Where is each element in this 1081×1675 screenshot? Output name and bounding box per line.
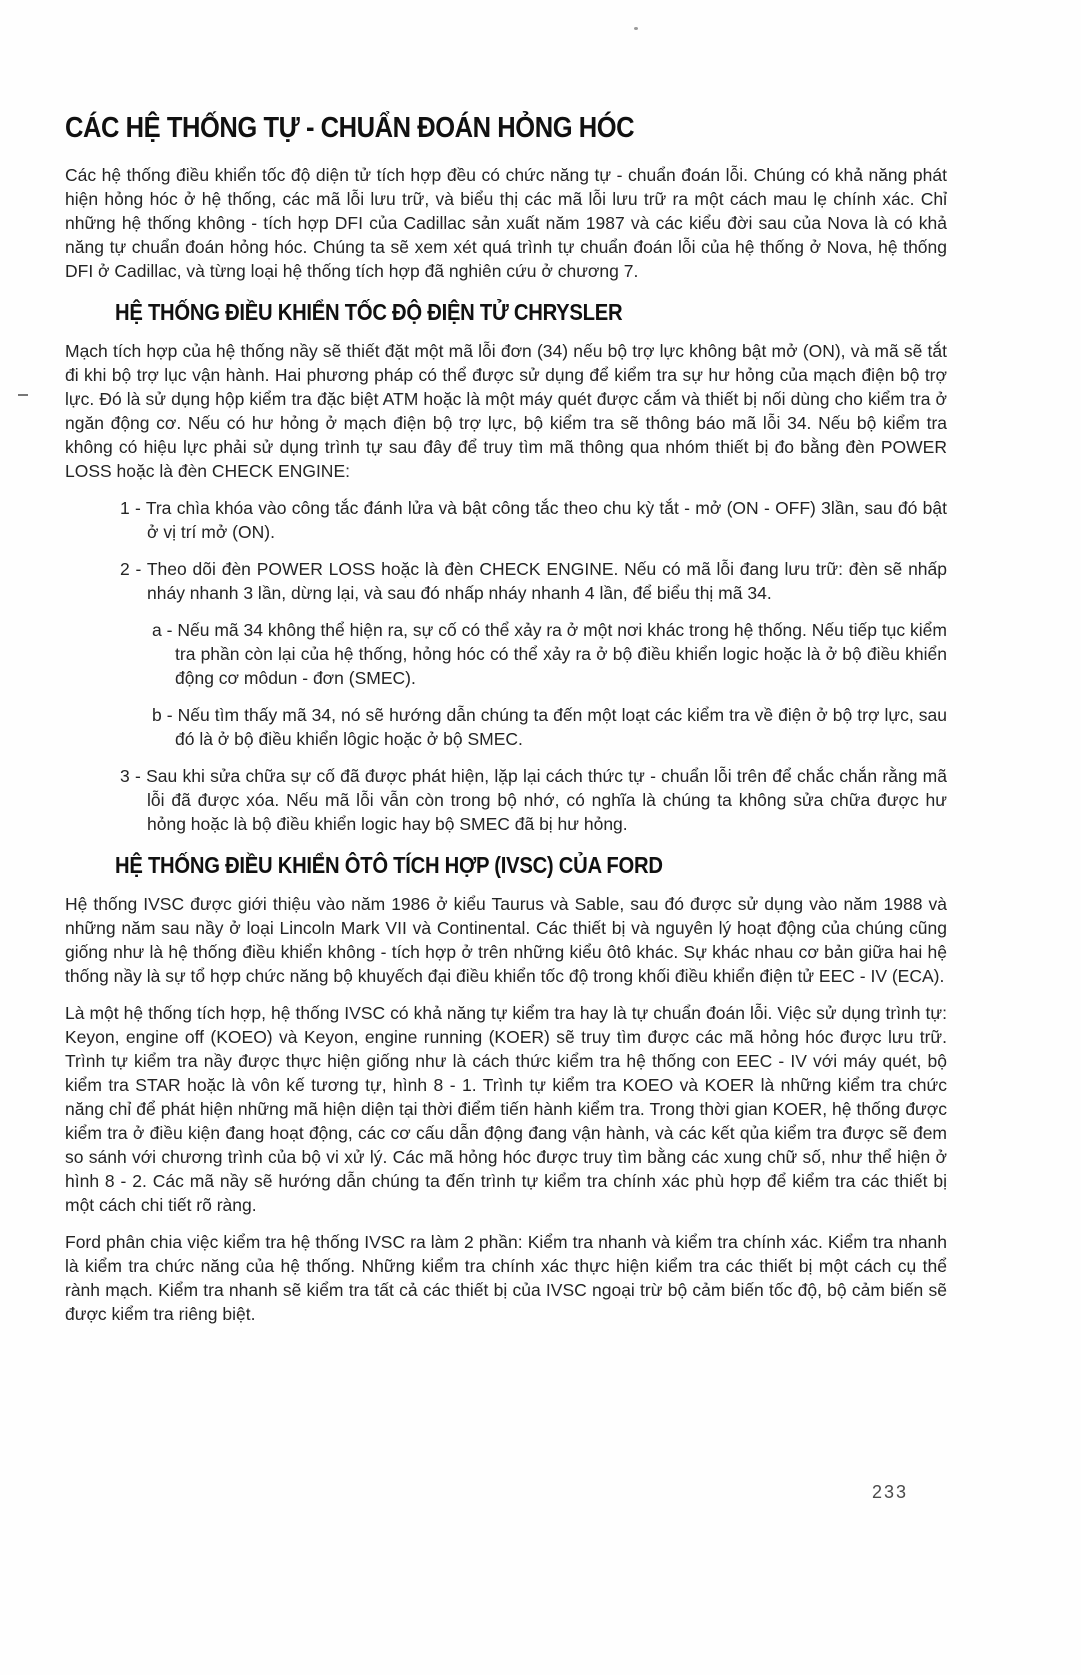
scan-margin-mark [18,394,28,396]
page-content [65,112,947,1339]
section-heading-chrysler [115,299,947,326]
list-item-2a: a - Nếu mã 34 không thể hiện ra, sự cố có thể xảy ra ở một nơi khác trong hệ thống. Nếu tiếp tục kiểm tra phần còn lại của hệ thống, hỏng hóc có thể xảy ra ở bộ điều khiển logic hoặc là ở bộ điều khiển động cơ môdun - đơn (SMEC). [152,620,947,688]
list-item-1: 1 - Tra chìa khóa vào công tắc đánh lửa và bật công tắc theo chu kỳ tắt - mở (ON - OFF) 3lần, sau đó bật ở vị trí mở (ON). [120,498,947,542]
page-title [65,112,947,145]
page-number: 233 [872,1482,909,1502]
scan-speck [634,27,638,30]
section-heading-chrysler-text: HỆ THỐNG ĐIỀU KHIỂN TỐC ĐỘ ĐIỆN TỬ CHRYSLER [115,299,623,325]
intro-paragraph: Các hệ thống điều khiển tốc độ diện tử tích hợp đều có chức năng tự - chuẩn đoán lỗi. Chúng có khả năng phát hiện hỏng hóc ở hệ thống, các mã lỗi lưu trữ, và biểu thị các mã lỗi lưu trữ ra một cách mau lẹ chính xác. Chỉ những hệ thống không - tích hợp DFI của Cadillac sản xuất năm 1987 và các kiểu đời sau của Nova là có khả năng tự chuẩn đoán hỏng hóc. Chúng ta sẽ xem xét quá trình tự chuẩn đoán lỗi của hệ thống ở Nova, hệ thống DFI ở Cadillac, và từng loại hệ thống tích hợp đã nghiên cứu ở chương 7. [65,165,947,281]
section-heading-ford [115,852,947,879]
ford-paragraph-1: Hệ thống IVSC được giới thiệu vào năm 1986 ở kiểu Taurus và Sable, sau đó được sử dụng vào năm 1988 và những năm sau nầy ở loại Lincoln Mark VII và Continental. Các thiết bị và nguyên lý hoạt động của chúng cũng giống như là hệ thống điều khiển không - tích hợp ở trên những kiểu ôtô khác. Sự khác nhau cơ bản giữa hai hệ thống nầy là sự tổ hợp chức năng bộ khuyếch đại điều khiển tốc độ trong khối điều khiển điện tử EEC - IV (ECA). [65,894,947,986]
section-heading-ford-text: HỆ THỐNG ĐIỀU KHIỂN ÔTÔ TÍCH HỢP (IVSC) CỦA FORD [115,852,663,878]
list-item-3: 3 - Sau khi sửa chữa sự cố đã được phát hiện, lặp lại cách thức tự - chuẩn lỗi trên để chắc chắn rằng mã lỗi đã được xóa. Nếu mã lỗi vẫn còn trong bộ nhớ, có nghĩa là chúng ta không sửa chữa được hư hỏng hoặc là bộ điều khiển logic hay bộ SMEC đã bị hư hỏng. [120,766,947,834]
chrysler-paragraph: Mạch tích hợp của hệ thống nầy sẽ thiết đặt một mã lỗi đơn (34) nếu bộ trợ lực không bật mở (ON), và mã sẽ tắt đi khi bộ trợ lục vận hành. Hai phương pháp có thể được sử dụng để kiểm tra sự hư hỏng của mạch điện bộ trợ lực. Đó là sử dụng hộp kiểm tra đặc biệt ATM hoặc là một máy quét được cắm và thiết bị nối dùng cho kiểm tra ở ngăn động cơ. Nếu có hư hỏng ở mạch điện bộ trợ lực, bộ kiểm tra sẽ thông báo mã lỗi 34. Nếu bộ kiểm tra không có hiệu lực phải sử dụng trình tự sau đây để truy tìm mã thông qua nhóm thiết bị đo bằng đèn POWER LOSS hoặc là đèn CHECK ENGINE: [65,341,947,481]
ford-paragraph-3: Ford phân chia việc kiểm tra hệ thống IVSC ra làm 2 phần: Kiểm tra nhanh và kiểm tra chính xác. Kiểm tra nhanh là kiểm tra chức năng của hệ thống. Những kiểm tra chính xác thực hiện kiểm tra các thiết bị một cách cụ thể rành mạch. Kiểm tra nhanh sẽ kiểm tra tất cả các thiết bị của IVSC ngoại trừ bộ cảm biến tốc độ, bộ cảm biến sẽ được kiểm tra riêng biệt. [65,1232,947,1324]
ford-paragraph-2: Là một hệ thống tích hợp, hệ thống IVSC có khả năng tự kiểm tra hay là tự chuẩn đoán lỗi. Việc sử dụng trình tự: Keyon, engine off (KOEO) và Keyon, engine running (KOER) sẽ truy tìm được các mã hỏng hóc được lưu trữ. Trình tự kiểm tra nầy được thực hiện giống như là cách thức kiểm tra hệ thống con EEC - IV với máy quét, bộ kiểm tra STAR hoặc là vôn kế tương tự, hình 8 - 1. Trình tự kiểm tra KOEO và KOER là những kiểm tra chức năng chỉ để phát hiện những mã hiện diện tại thời điểm tiến hành kiểm tra. Trong thời gian KOER, hệ thống được kiểm tra ở điều kiện đang hoạt động, các cơ cấu dẫn động đang vận hành, và các kết qủa kiểm tra được sẽ đem so sánh với chương trình của bộ vi xử lý. Các mã hỏng hóc được truy tìm bằng các xung chữ số, như thể hiện ở hình 8 - 2. Các mã nầy sẽ hướng dẫn chúng ta đến trình tự kiểm tra chính xác phù hợp để kiểm tra các thiết bị một cách chi tiết rõ ràng. [65,1003,947,1215]
list-item-2: 2 - Theo dõi đèn POWER LOSS hoặc là đèn CHECK ENGINE. Nếu có mã lỗi đang lưu trữ: đèn sẽ nhấp nháy nhanh 3 lần, dừng lại, và sau đó nhấp nháy nhanh 4 lần, để biểu thị mã 34. [120,559,947,603]
list-item-2b: b - Nếu tìm thấy mã 34, nó sẽ hướng dẫn chúng ta đến một loạt các kiểm tra về điện ở bộ trợ lực, sau đó là ở bộ điều khiển lôgic hoặc ở bộ SMEC. [152,705,947,749]
page-title-text: CÁC HỆ THỐNG TỰ - CHUẨN ĐOÁN HỎNG HÓC [65,112,635,144]
